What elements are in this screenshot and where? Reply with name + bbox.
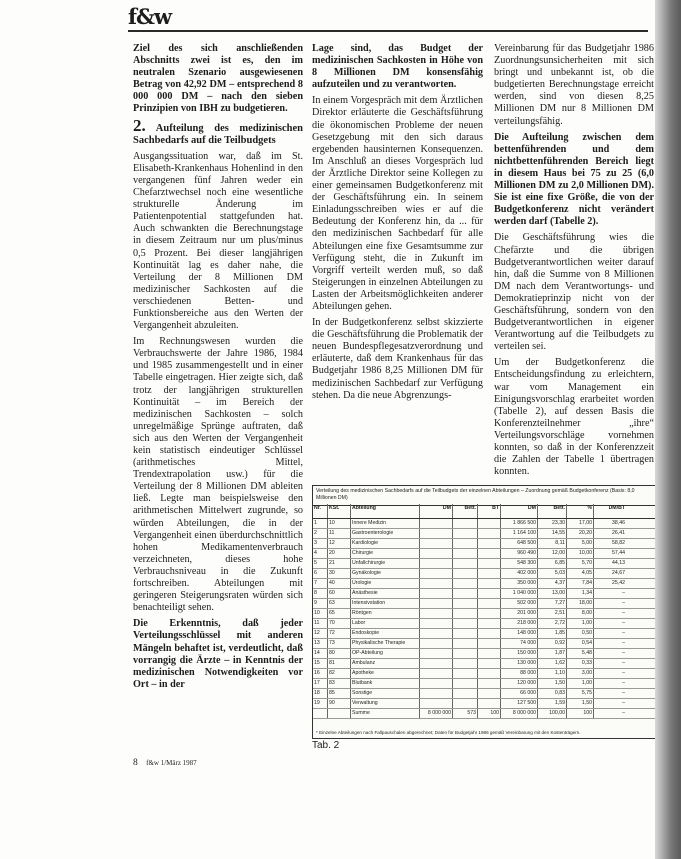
- section-title: Aufteilung des medizinischen Sachbedarfs auf die Teilbudgets: [133, 122, 303, 146]
- table-cell: 8: [313, 589, 328, 598]
- table-cell: 16: [313, 669, 328, 678]
- table-label: Tab. 2: [312, 740, 340, 751]
- table-header-cell: DM/BT: [608, 505, 625, 511]
- table-cell: [478, 539, 501, 548]
- table-cell: –: [622, 620, 625, 626]
- table-cell: 73: [328, 639, 351, 648]
- table-cell: [420, 519, 453, 528]
- table-cell: 9: [313, 599, 328, 608]
- table-cell: Endoskopie: [351, 629, 420, 638]
- table-cell: –: [622, 590, 625, 596]
- table-cell: Gastroenterologie: [351, 529, 420, 538]
- table-cell: [420, 589, 453, 598]
- table-row: [313, 519, 655, 529]
- table-cell: –: [622, 670, 625, 676]
- table-row: [313, 679, 655, 689]
- table-header-cell: Abteilung: [351, 504, 420, 518]
- table-row: [313, 529, 655, 539]
- table-cell: 14,55: [538, 529, 567, 538]
- table-cell: 85: [328, 689, 351, 698]
- table-header-cell: Bett.: [453, 504, 478, 518]
- table-cell: 63: [328, 599, 351, 608]
- table-cell: Anästhesie: [351, 589, 420, 598]
- table-cell: [478, 669, 501, 678]
- table-cell: [420, 569, 453, 578]
- table-cell: [478, 559, 501, 568]
- table-cell: 4: [313, 549, 328, 558]
- table-cell: [478, 569, 501, 578]
- table-cell: 0,50: [567, 629, 594, 638]
- table-cell: [453, 529, 478, 538]
- col2-paragraph-2: In einem Vorgespräch mit dem Ärztlichen Direktor erläuterte die Geschäftsführung die ökonomischen Probleme der neuen Gesetzgebung mit den sich daraus ergebenden hausinternen Konsequenzen. Im Anschluß an dieses Vorgespräch lud der Ärztliche Direktor seine Kollegen zu einer gemeinsamen Budgetkonferenz mit der Geschäftsführung ein. In seinem Einladungsschreiben wies er auf die Bedeutung der Konferenz hin, da ... für den medizinischen Sachbedarf für alle Abteilungen eine fixe Gesamtsumme zur Verfügung steht, die in Zukunft im Vorgriff verteilt werden muß, so daß Steigerungen in einzelnen Abteilungen zu Lasten der Arbeitsmöglichkeiten anderer Abteilungen gehen.: [312, 95, 483, 312]
- table-cell: –: [622, 700, 625, 706]
- section-number: 2.: [133, 115, 146, 135]
- table-row: [313, 619, 655, 629]
- col3-paragraph-2: Die Aufteilung zwischen dem bettenführenden und dem nichtbettenführenden Bereich liegt in diesem Haus bei 75 zu 25 (6,0 Millionen DM zu 2,0 Millionen DM). Sie ist eine fixe Größe, die von der Budgetkonferenz nicht verändert werden darf (Tabelle 2).: [494, 131, 654, 228]
- column-2: [312, 43, 483, 406]
- table-row: [313, 569, 655, 579]
- table-cell: [453, 539, 478, 548]
- table-cell: [420, 689, 453, 698]
- table-cell: [478, 689, 501, 698]
- col2-paragraph-1: Lage sind, das Budget der medizinischen Sachkosten in Höhe von 8 Millionen DM konsensfähig aufzuteilen und zu verantworten.: [312, 43, 483, 91]
- table-cell: 13,00: [538, 589, 567, 598]
- table-cell: 4,05: [567, 569, 594, 578]
- table-cell: Summe: [351, 709, 420, 718]
- table-cell: 1,59: [538, 699, 567, 708]
- table-cell: 19: [313, 699, 328, 708]
- table-caption: Verteilung des medizinischen Sachbedarfs auf die Teilbudgets der einzelnen Abteilungen – Zuordnung gemäß Budgetkonferenz (Basis: 8,0 Millionen DM): [313, 486, 655, 506]
- table-cell: 1 164 100: [501, 529, 538, 538]
- table-cell: [420, 529, 453, 538]
- table-cell: 83: [328, 679, 351, 688]
- table-row: [313, 629, 655, 639]
- table-row: [313, 549, 655, 559]
- table-cell: [420, 539, 453, 548]
- table-cell: 8 000 000: [420, 709, 453, 718]
- table-cell: OP-Abteilung: [351, 649, 420, 658]
- table-header-row: [313, 504, 655, 519]
- table-cell: 70: [328, 619, 351, 628]
- table-cell: Physikalische Therapie: [351, 639, 420, 648]
- table-cell: 44,13: [612, 560, 625, 566]
- table-header-cell: Bett.: [538, 504, 567, 518]
- table-cell: 15: [313, 659, 328, 668]
- table-cell: Unfallchirurgie: [351, 559, 420, 568]
- table-cell: 14: [313, 649, 328, 658]
- table-cell: 82: [328, 669, 351, 678]
- table-cell: 88 000: [501, 669, 538, 678]
- table-cell: 7,27: [538, 599, 567, 608]
- column-3: [494, 43, 654, 482]
- table-cell: [478, 579, 501, 588]
- table-cell: 57,44: [612, 550, 625, 556]
- table-cell: –: [622, 660, 625, 666]
- table-cell: Gynäkologie: [351, 569, 420, 578]
- table-cell: –: [622, 710, 625, 716]
- table-cell: 17,00: [567, 519, 594, 528]
- table-cell: 201 000: [501, 609, 538, 618]
- table-cell: 26,41: [612, 530, 625, 536]
- table-cell: 402 000: [501, 569, 538, 578]
- table-cell: 24,67: [612, 570, 625, 576]
- table-cell: [420, 649, 453, 658]
- table-cell: 1,10: [538, 669, 567, 678]
- table-header-cell: KSt.: [328, 504, 351, 518]
- table-cell: [313, 709, 328, 718]
- table-row: [313, 599, 655, 609]
- table-row: [313, 709, 655, 719]
- table-cell: –: [622, 600, 625, 606]
- table-cell: [478, 519, 501, 528]
- table-cell: [420, 659, 453, 668]
- table-cell: 100: [567, 709, 594, 718]
- table-footnote: * Einzelne Abteilungen nach Fallpauschalen abgerechnet; Daten für Budgetjahr 1986 gemäß Vereinbarung mit den Kostenträgern.: [316, 730, 581, 735]
- table-cell: 4,37: [538, 579, 567, 588]
- table-cell: [453, 559, 478, 568]
- table-cell: 60: [328, 589, 351, 598]
- table-cell: 960 490: [501, 549, 538, 558]
- table-cell: [478, 589, 501, 598]
- table-cell: 21: [328, 559, 351, 568]
- table-cell: [478, 599, 501, 608]
- table-cell: [420, 549, 453, 558]
- table-cell: 17: [313, 679, 328, 688]
- table-row: [313, 579, 655, 589]
- table-cell: 573: [453, 709, 478, 718]
- table-cell: 5,70: [567, 559, 594, 568]
- table-cell: 6,85: [538, 559, 567, 568]
- table-cell: 23,30: [538, 519, 567, 528]
- table-cell: [453, 639, 478, 648]
- table-cell: 30: [328, 569, 351, 578]
- table-cell: [478, 629, 501, 638]
- table-cell: Apotheke: [351, 669, 420, 678]
- table-cell: 0,83: [538, 689, 567, 698]
- table-header-cell: BT: [478, 504, 501, 518]
- table-cell: 11: [313, 619, 328, 628]
- table-cell: [420, 609, 453, 618]
- table-cell: 148 000: [501, 629, 538, 638]
- section-heading: [133, 115, 303, 147]
- page-number: 8: [133, 758, 138, 768]
- table-cell: [478, 649, 501, 658]
- table-cell: [453, 549, 478, 558]
- table-cell: 150 000: [501, 649, 538, 658]
- header-rule: [128, 30, 648, 32]
- col3-paragraph-1: Vereinbarung für das Budgetjahr 1986 Zuordnungsunsicherheiten mit sich bringt und unbekannt ist, ob die budgetierten Berechnungstage erreicht werden, sind von diesen 8,25 Millionen DM nur 8 Millionen DM verteilungsfähig.: [494, 43, 654, 127]
- table-cell: 1,50: [538, 679, 567, 688]
- table-cell: Intensivstation: [351, 599, 420, 608]
- table-cell: [453, 649, 478, 658]
- table-row: [313, 589, 655, 599]
- table-row: [313, 699, 655, 709]
- table-cell: 6: [313, 569, 328, 578]
- table-cell: 10,00: [567, 549, 594, 558]
- table-cell: [453, 569, 478, 578]
- table-cell: [420, 679, 453, 688]
- table-cell: 81: [328, 659, 351, 668]
- table-cell: 5,75: [567, 689, 594, 698]
- table-cell: 1,34: [567, 589, 594, 598]
- table-row: [313, 559, 655, 569]
- table-cell: 5,03: [538, 569, 567, 578]
- table-cell: [328, 709, 351, 718]
- table-cell: 12,00: [538, 549, 567, 558]
- table-cell: [453, 699, 478, 708]
- table-cell: 0,33: [567, 659, 594, 668]
- table-cell: 0,54: [567, 639, 594, 648]
- table-cell: 2,51: [538, 609, 567, 618]
- table-cell: 80: [328, 649, 351, 658]
- table-cell: Ambulanz: [351, 659, 420, 668]
- table-cell: [420, 579, 453, 588]
- table-cell: 120 000: [501, 679, 538, 688]
- table-cell: [420, 619, 453, 628]
- table-cell: Innere Medizin: [351, 519, 420, 528]
- table-cell: 38,46: [612, 520, 625, 526]
- table-cell: 18: [313, 689, 328, 698]
- page-edge-shadow: [655, 0, 681, 859]
- table-cell: [453, 689, 478, 698]
- table-cell: [453, 589, 478, 598]
- col3-paragraph-3: Die Geschäftsführung wies die Chefärzte und die übrigen Budgetverantwortlichen weiter darauf hin, daß die Summe von 8 Millionen DM nach dem Verantwortungs- und Demokratieprinzip nicht von der Geschäftsführung, sondern von den Budgetverantwortlichen in eigener Verantwortung auf die Teilbudgets zu verteilen sei.: [494, 232, 654, 353]
- table-cell: [478, 699, 501, 708]
- table-cell: 1: [313, 519, 328, 528]
- col1-paragraph-1: Ziel des sich anschließenden Abschnitts zwei ist es, den im neutralen Szenario ausgewiesenen Betrag von 42,92 DM – entsprechend 8 000 000 DM – nach den sieben Prinzipien von IBH zu budgetieren.: [133, 43, 303, 115]
- col1-paragraph-3: Im Rechnungswesen wurden die Verbrauchswerte der Jahre 1986, 1984 und 1985 zusammengestellt und in einer Tabelle eingetragen. Hier zeigte sich, daß trotz der langjährigen strukturellen Kontinuität – im Bereich der medizinischen Sachkosten – solch unregelmäßige Sprünge auftraten, daß sich aus den Werten der Vergangenheit kein statistisch eindeutiger Schlüssel (arithmetisches Mittel, Trendextrapolation usw.) für die Verteilung der 8 Millionen DM ableiten ließ. Legte man beispielsweise den arithmetischen Mittelwert zugrunde, so würden Abteilungen, die in der Vergangenheit einen überdurchschnittlich hohen Medikamentenverbrauch verzeichneten, dieses hohe Verbrauchsniveau in die Zukunft fortschreiben. Abteilungen mit geringeren Steigerungsraten würden sich benachteiligt sehen.: [133, 336, 303, 614]
- table-cell: 1 040 000: [501, 589, 538, 598]
- table-cell: 648 500: [501, 539, 538, 548]
- table-cell: Röntgen: [351, 609, 420, 618]
- table-cell: 74 000: [501, 639, 538, 648]
- table-cell: 13: [313, 639, 328, 648]
- table-cell: [420, 669, 453, 678]
- table-cell: 2: [313, 529, 328, 538]
- table-cell: –: [622, 610, 625, 616]
- table-cell: Blutbank: [351, 679, 420, 688]
- table-cell: [420, 559, 453, 568]
- table-cell: 130 000: [501, 659, 538, 668]
- table-row: [313, 689, 655, 699]
- table-cell: 65: [328, 609, 351, 618]
- journal-logo: f&w: [128, 4, 172, 29]
- table-cell: [478, 549, 501, 558]
- table-cell: [478, 609, 501, 618]
- table-row: [313, 669, 655, 679]
- table-cell: 502 000: [501, 599, 538, 608]
- table-cell: 12: [313, 629, 328, 638]
- col3-paragraph-4: Um der Budgetkonferenz die Entscheidungsfindung zu erleichtern, war vom Management ein Einigungsvorschlag erarbeitet worden (Tabelle 2), auf dessen Basis die Konferenzteilnehmer „ihre“ Verteilungsvorschläge vornehmen konnten, so daß in der Konferenzzeit die Zahlen der Tabelle 1 übertragen konnten.: [494, 357, 654, 478]
- table-cell: [478, 619, 501, 628]
- table-cell: 1,50: [567, 699, 594, 708]
- table-cell: [453, 519, 478, 528]
- table-cell: –: [622, 680, 625, 686]
- table-cell: 127 500: [501, 699, 538, 708]
- table-cell: –: [622, 630, 625, 636]
- table-cell: [420, 699, 453, 708]
- table-cell: [453, 619, 478, 628]
- table-cell: 5,00: [567, 539, 594, 548]
- table-cell: 1,85: [538, 629, 567, 638]
- table-cell: 10: [328, 519, 351, 528]
- table-cell: 7,84: [567, 579, 594, 588]
- table-grid: [313, 504, 655, 719]
- table-cell: [453, 579, 478, 588]
- table-cell: [453, 609, 478, 618]
- table-cell: –: [622, 690, 625, 696]
- table-cell: Verwaltung: [351, 699, 420, 708]
- table-cell: Urologie: [351, 579, 420, 588]
- table-cell: 90: [328, 699, 351, 708]
- table-cell: 12: [328, 539, 351, 548]
- table-cell: 0,92: [538, 639, 567, 648]
- table-cell: 5,48: [567, 649, 594, 658]
- table-row: [313, 649, 655, 659]
- column-1: [133, 43, 303, 695]
- table-row: [313, 639, 655, 649]
- table-cell: [453, 659, 478, 668]
- table-cell: 20: [328, 549, 351, 558]
- table-header-cell: DM: [501, 504, 538, 518]
- table-cell: 100,00: [538, 709, 567, 718]
- table-cell: [478, 659, 501, 668]
- table-cell: [478, 639, 501, 648]
- table-cell: [453, 629, 478, 638]
- col1-paragraph-2: Ausgangssituation war, daß im St. Elisabeth-Krankenhaus Hohenlind in den vergangenen fünf Jahren weder ein Chefarztwechsel noch eine wesentliche strukturelle Änderung im Patientenpotential stattgefunden hat. Auch schwankten die Berechnungstage in diesem Zeitraum nur um plus/minus 0,5 Prozent. Bei dieser langjährigen Kontinuität lag es daher nahe, die Verteilung der 8 Millionen DM medizinischer Sachkosten auf die verschiedenen Betten- und Funktionsbereiche aus den Werten der Vergangenheit abzuleiten.: [133, 150, 303, 332]
- table-cell: [420, 639, 453, 648]
- table-cell: [453, 669, 478, 678]
- table-cell: –: [622, 650, 625, 656]
- table-cell: 350 000: [501, 579, 538, 588]
- table-cell: 5: [313, 559, 328, 568]
- table-cell: 10: [313, 609, 328, 618]
- table-header-cell: Nr.: [313, 504, 328, 518]
- table-cell: 1,00: [567, 619, 594, 628]
- table-cell: Chirurgie: [351, 549, 420, 558]
- table-cell: Kardiologie: [351, 539, 420, 548]
- table-cell: [478, 529, 501, 538]
- budget-table: [312, 485, 656, 739]
- table-cell: 548 300: [501, 559, 538, 568]
- table-cell: 8,11: [538, 539, 567, 548]
- table-cell: [453, 599, 478, 608]
- table-cell: [453, 679, 478, 688]
- table-cell: 1 866 500: [501, 519, 538, 528]
- table-header-cell: DM: [420, 504, 453, 518]
- table-row: [313, 659, 655, 669]
- table-cell: Labor: [351, 619, 420, 628]
- table-cell: 218 000: [501, 619, 538, 628]
- table-cell: 1,87: [538, 649, 567, 658]
- table-cell: 18,00: [567, 599, 594, 608]
- table-cell: 58,82: [612, 540, 625, 546]
- table-row: [313, 609, 655, 619]
- table-cell: [420, 599, 453, 608]
- table-cell: 3: [313, 539, 328, 548]
- table-cell: 8,00: [567, 609, 594, 618]
- table-cell: Sonstige: [351, 689, 420, 698]
- table-cell: –: [622, 640, 625, 646]
- table-cell: 8 000 000: [501, 709, 538, 718]
- table-cell: 72: [328, 629, 351, 638]
- table-cell: [420, 629, 453, 638]
- table-cell: 11: [328, 529, 351, 538]
- footer-source: f&w 1/März 1987: [146, 759, 197, 767]
- table-cell: 2,72: [538, 619, 567, 628]
- table-cell: [478, 679, 501, 688]
- table-cell: 20,20: [567, 529, 594, 538]
- table-cell: 3,00: [567, 669, 594, 678]
- table-row: [313, 539, 655, 549]
- table-cell: 100: [478, 709, 501, 718]
- table-cell: 1,00: [567, 679, 594, 688]
- page-footer: [133, 758, 197, 768]
- col2-paragraph-3: In der Budgetkonferenz selbst skizzierte die Geschäftsführung die Problematik der neuen Bundespflegesatzverordnung und erläuterte, daß dem Krankenhaus für das Budgetjahr 1986 8,25 Millionen DM für medizinischen Sachbedarf zur Verfügung stehen. Da die neue Abgrenzungs-: [312, 317, 483, 401]
- table-cell: 25,42: [612, 580, 625, 586]
- table-cell: 1,62: [538, 659, 567, 668]
- table-header-cell: %: [567, 504, 594, 518]
- table-cell: 40: [328, 579, 351, 588]
- table-cell: 7: [313, 579, 328, 588]
- table-cell: 66 000: [501, 689, 538, 698]
- col1-paragraph-4: Die Erkenntnis, daß jeder Verteilungsschlüssel mit anderen Mängeln behaftet ist, verdeutlicht, daß vorrangig die Ärzte – in Kenntnis der medizinischen Notwendigkeiten vor Ort – in der: [133, 618, 303, 690]
